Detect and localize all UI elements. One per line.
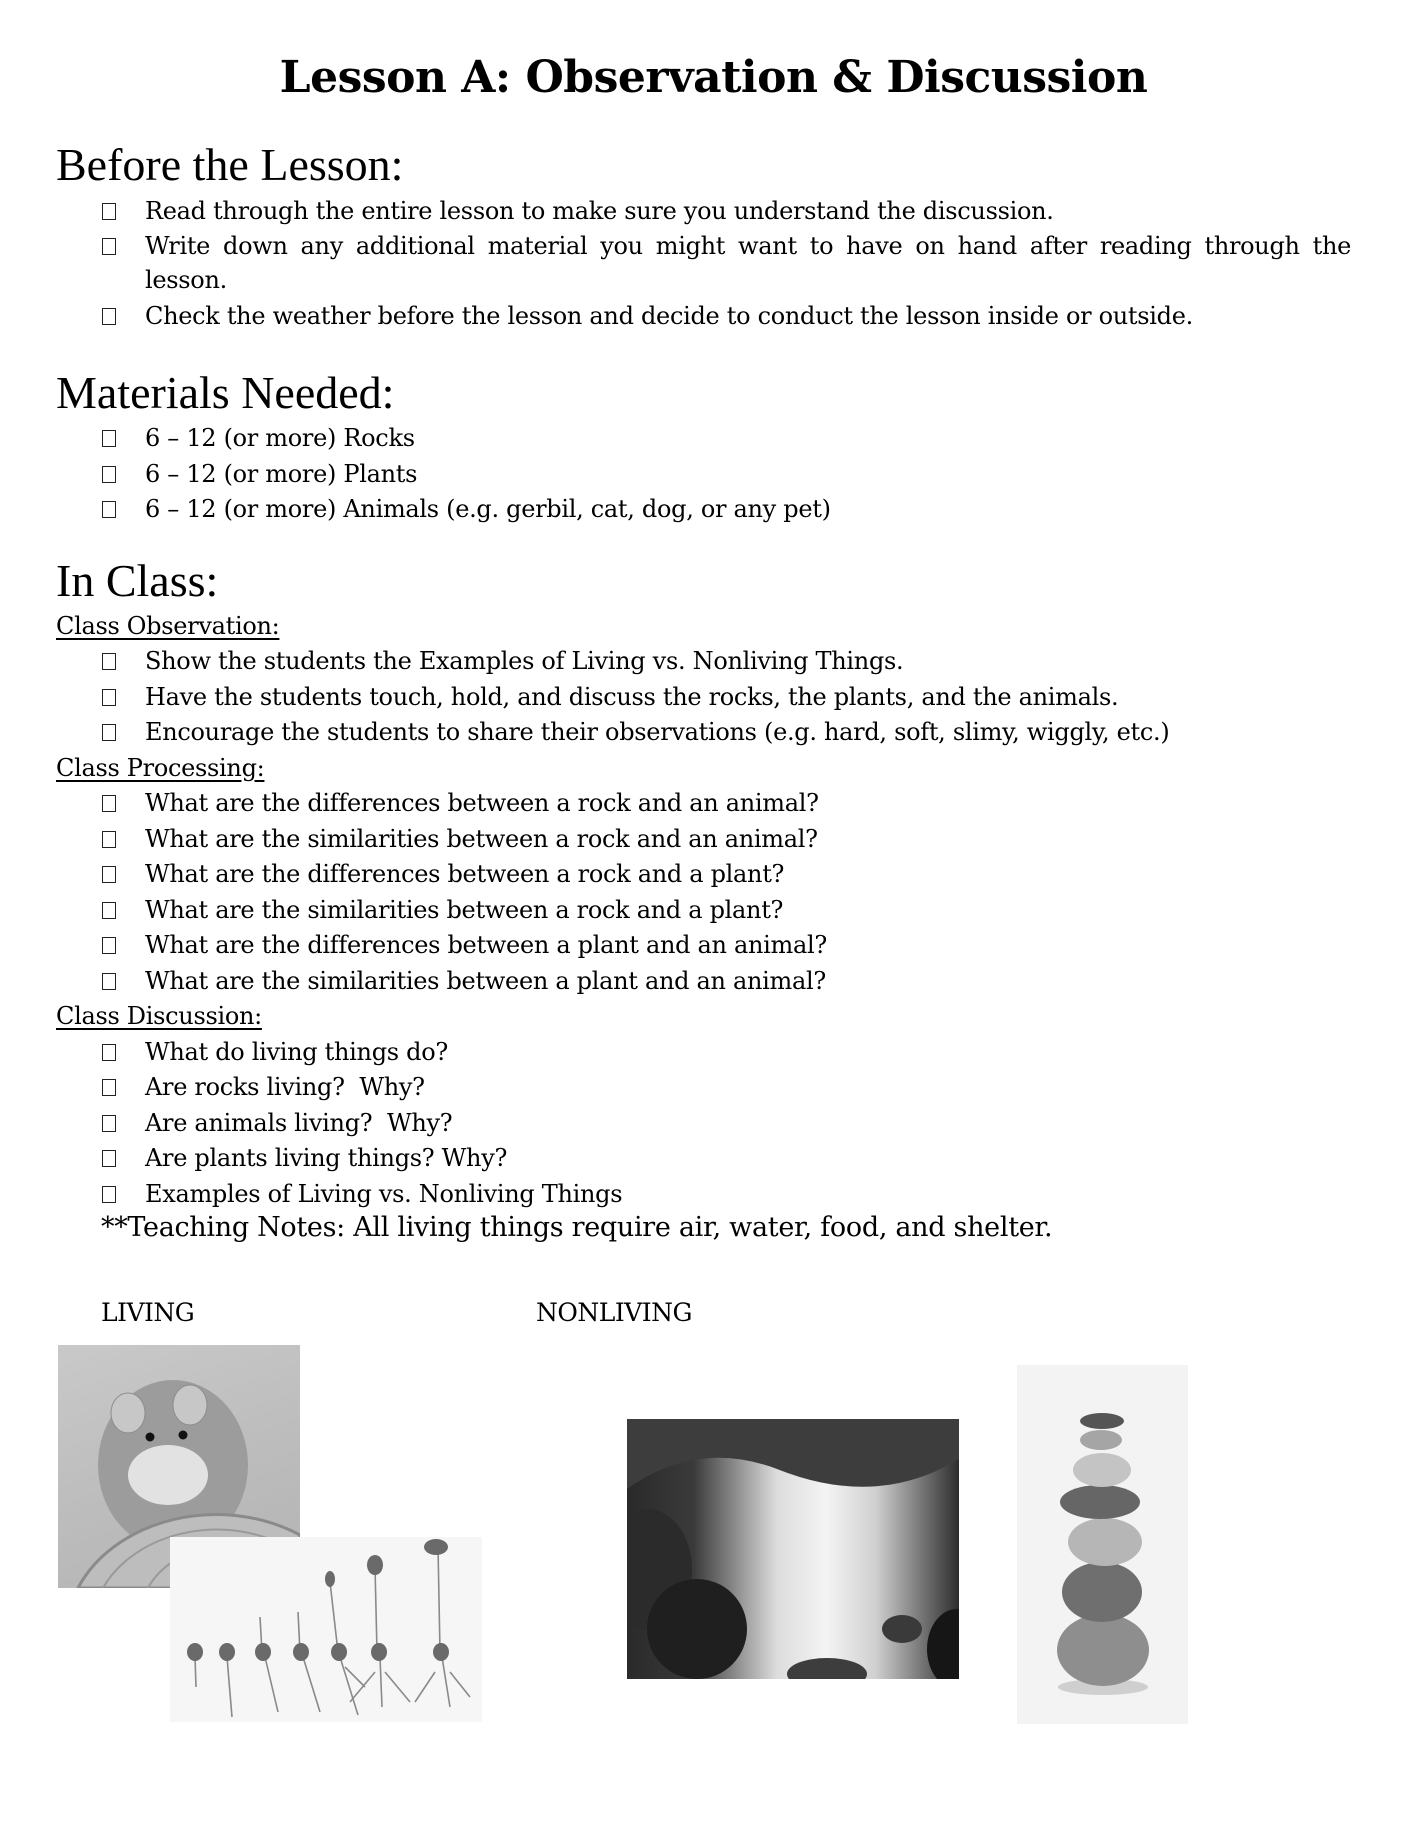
checkbox-icon[interactable] [102,866,116,883]
checkbox-icon[interactable] [102,1115,116,1132]
checkbox-icon[interactable] [102,937,116,954]
before-lesson-heading: Before the Lesson: [56,139,404,190]
checkbox-icon[interactable] [102,1150,116,1167]
page-title: Lesson A: Observation & Discussion [279,52,1148,103]
in-class-heading: In Class: [56,555,219,606]
checkbox-icon[interactable] [102,902,116,919]
checkbox-icon[interactable] [102,203,116,220]
stacked-rocks-photo [1017,1365,1188,1724]
checkbox-icon[interactable] [102,724,116,741]
waterfall-photo [627,1419,959,1679]
checkbox-icon[interactable] [102,973,116,990]
checkbox-icon[interactable] [102,466,116,483]
checkbox-icon[interactable] [102,1079,116,1096]
checkbox-icon[interactable] [102,501,116,518]
checkbox-icon[interactable] [102,831,116,848]
checkbox-icon[interactable] [102,1186,116,1203]
checkbox-icon[interactable] [102,238,116,255]
teaching-notes: **Teaching Notes: All living things require air, water, food, and shelter. [101,1212,1053,1243]
checkbox-icon[interactable] [102,308,116,325]
checkbox-icon[interactable] [102,430,116,447]
class-processing-heading: Class Processing: [56,754,265,782]
checkbox-icon[interactable] [102,795,116,812]
nonliving-label: NONLIVING [536,1298,692,1327]
lesson-page: Lesson A: Observation & Discussion Before the Lesson: Read through the entire lesson to make sure you understand the discussion. Write down any additional material you might want to have on hand after reading through the lesson. Check the weather before the lesson and decide to conduct the lesson inside or outside. Materials Needed: 6 – 12 (or more) Rocks 6 – 12 (or more) Plants 6 – 12 (or more) Animals (e.g. gerbil, cat, dog, or any pet) In Class: Class Observation: Show the students the Examples of Living vs. Nonliving Things. Have the students touch, hold, and discuss the rocks, the plants, and the animals. Encourage the students to share their observations (e.g. hard, soft, slimy, wiggly, etc.) Class Processing: What are the differences between a rock and an animal? What are the similarities between a rock and an animal? What are the differences between a rock and a plant? What are the similarities between a rock and a plant? What are the differences between a plant and an animal? What are the similarities between a plant and an animal? Class Discussion: What do living things do? Are rocks living? Why? Are animals living? Why? Are plants living things? Why? Examples of Living vs. Nonliving Things **Teaching Notes: All living things require air, water, food, and shelter. LIVING NONLIVING [0,0,1427,1841]
checkbox-icon[interactable] [102,689,116,706]
materials-heading: Materials Needed: [56,367,395,418]
living-label: LIVING [101,1298,195,1327]
class-discussion-heading: Class Discussion: [56,1002,262,1030]
checkbox-icon[interactable] [102,1044,116,1061]
seedlings-photo [170,1537,482,1722]
checkbox-icon[interactable] [102,653,116,670]
class-observation-heading: Class Observation: [56,612,280,640]
